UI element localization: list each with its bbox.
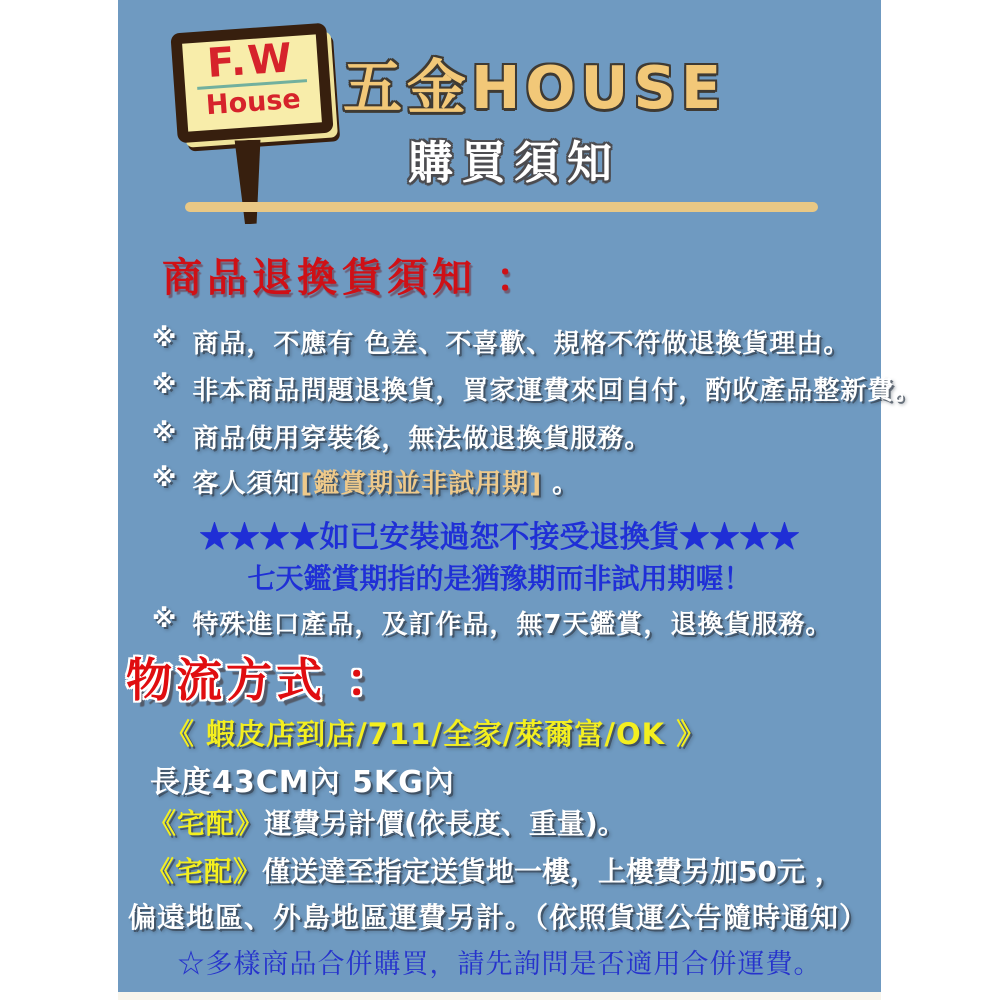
return-section-heading: 商品退換貨須知 ： (162, 255, 541, 301)
bullet-marker: ※ (152, 370, 177, 399)
home-delivery-line-1 (148, 802, 626, 842)
bullet-text: 特殊進口產品，及訂作品，無7天鑑賞，退換貨服務。 (192, 610, 833, 640)
bullet-text-suffix: 。 (542, 469, 580, 499)
bullet-text-highlight: [鑑賞期並非試用期] (300, 469, 543, 499)
home-delivery-tag: 《宅配》 (146, 855, 263, 888)
bullet-marker: ※ (152, 604, 177, 633)
bullet-text-prefix: 客人須知 (192, 469, 301, 499)
sign-board (170, 23, 333, 144)
home-delivery-text: 僅送達至指定送貨地一樓，上樓費另加50元 ， (262, 855, 843, 888)
store-pickup-line: 《 蝦皮店到店/711/全家/萊爾富/OK 》 (165, 717, 707, 751)
logo-text-fw: F.W (205, 35, 296, 88)
bullet-marker: ※ (152, 323, 177, 352)
remote-area-line: 偏遠地區、外島地區運費另計。（依照貨運公告隨時通知） (128, 901, 869, 934)
bullet-text: 商品，不應有 色差、不喜歡、規格不符做退換貨理由。 (192, 329, 851, 359)
home-delivery-line-2 (146, 850, 843, 890)
combine-shipping-note: ☆多樣商品合併購買，請先詢問是否適用合併運費。 (177, 949, 822, 980)
home-delivery-text: 運費另計價(依長度、重量)。 (264, 807, 626, 840)
bullet-text: 非本商品問題退換貨，買家運費來回自付，酌收產品整新費。 (192, 376, 922, 406)
return-bullet-5 (152, 604, 832, 641)
bullet-text: 商品使用穿裝後，無法做退換貨服務。 (192, 424, 652, 454)
return-bullet-3 (152, 418, 651, 455)
home-delivery-tag: 《宅配》 (148, 807, 265, 840)
installed-no-return-note: ★★★★如已安裝過恕不接受退換貨★★★★ (199, 520, 800, 555)
seven-day-note: 七天鑑賞期指的是猶豫期而非試用期喔！ (247, 562, 752, 595)
bottom-edge-strip (118, 992, 881, 1000)
fw-house-sign-icon (170, 24, 340, 204)
return-bullet-2 (152, 370, 921, 407)
header-divider (185, 202, 818, 212)
return-bullet-1 (152, 323, 850, 360)
shipping-section-heading: 物流方式 ： (126, 653, 397, 707)
size-limit-line: 長度43CM內 5KG內 (150, 765, 455, 800)
page-subtitle: 購買須知 (408, 136, 621, 189)
bullet-text (192, 463, 579, 500)
return-bullet-4 (152, 463, 579, 500)
bullet-marker: ※ (152, 418, 177, 447)
bullet-marker: ※ (152, 463, 177, 492)
logo-text-house: House (205, 83, 302, 122)
page-title: 五金HOUSE (343, 53, 727, 122)
